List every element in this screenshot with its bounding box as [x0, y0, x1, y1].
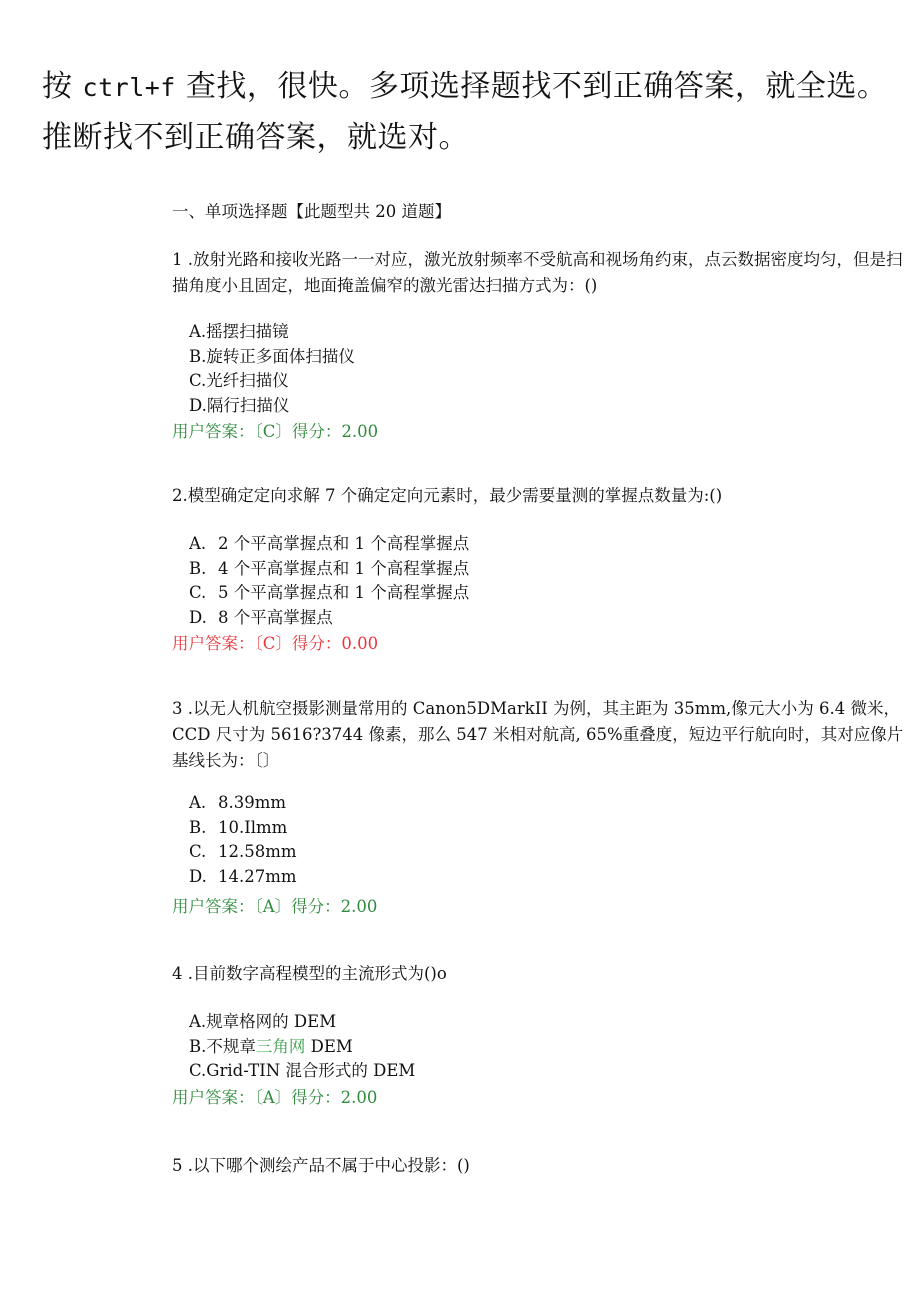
question-text: 2.模型确定定向求解 7 个确定定向元素时，最少需要量测的掌握点数量为:(): [172, 486, 723, 505]
section-title: 一、单项选择题【此题型共 20 道题】: [172, 202, 451, 221]
question-1: [172, 247, 914, 299]
question-3: [172, 696, 914, 774]
banner-text-1: 按: [42, 69, 83, 104]
option-b[interactable]: B.不规章三角网 DEM: [189, 1036, 353, 1056]
question-4-options: [189, 1010, 415, 1084]
option-c[interactable]: C.光纤扫描仪: [189, 371, 289, 390]
question-2: [172, 483, 914, 509]
question-4: [172, 961, 914, 987]
banner-text-2: 查找，很快。多项选择题找不到正确答案，就全选。推断找不到正确答案，就选对。: [42, 69, 888, 155]
question-text: 1 .放射光路和接收光路一一对应，激光放射频率不受航高和视场角约束，点云数据密度均匀，但是扫描角度小且固定，地面掩盖偏窄的激光雷达扫描方式为：(): [172, 250, 903, 295]
option-c[interactable]: C. 12.58mm: [189, 842, 297, 861]
option-c[interactable]: C.Grid-TIN 混合形式的 DEM: [189, 1061, 416, 1080]
option-b[interactable]: B. 10.Ilmm: [189, 817, 288, 837]
user-answer-score: 用户答案：〔C〕得分：2.00: [172, 422, 379, 441]
option-a[interactable]: A.摇摆扫描镜: [189, 322, 289, 341]
user-answer-score: 用户答案：〔C〕得分：0.00: [172, 634, 379, 653]
option-d[interactable]: D.隔行扫描仪: [189, 395, 290, 415]
user-answer-score: 用户答案：〔A〕得分：2.00: [172, 897, 378, 916]
option-a[interactable]: A. 2 个平高掌握点和 1 个高程掌握点: [189, 534, 470, 553]
question-text: 5 .以下哪个测绘产品不属于中心投影：(): [172, 1156, 470, 1175]
question-2-options: [189, 532, 469, 630]
user-answer-score: 用户答案：〔A〕得分：2.00: [172, 1088, 378, 1107]
question-text: 4 .目前数字高程模型的主流形式为()o: [172, 964, 447, 983]
option-b[interactable]: B.旋转正多面体扫描仪: [189, 346, 355, 366]
shortcut-keys: ctrl+f: [82, 73, 176, 102]
question-3-options: [189, 791, 297, 889]
question-1-options: [189, 320, 355, 418]
option-a[interactable]: A.规章格网的 DEM: [189, 1012, 337, 1031]
option-a[interactable]: A. 8.39mm: [189, 793, 287, 812]
question-5: [172, 1153, 914, 1179]
instruction-banner: [42, 62, 914, 163]
option-b[interactable]: B. 4 个平高掌握点和 1 个高程掌握点: [189, 558, 470, 578]
option-c[interactable]: C. 5 个平高掌握点和 1 个高程掌握点: [189, 583, 470, 602]
option-d[interactable]: D. 8 个平高掌握点: [189, 607, 333, 627]
option-d[interactable]: D. 14.27mm: [189, 866, 297, 886]
question-text: 3 .以无人机航空摄影测量常用的 Canon5DMarkII 为例，其主距为 35mm,像元大小为 6.4 微米，CCD 尺寸为 5616?3744 像素，那么 547 米相对航高, 65%重叠度，短边平行航向时，其对应像片基线长为：〔〕: [172, 699, 904, 770]
